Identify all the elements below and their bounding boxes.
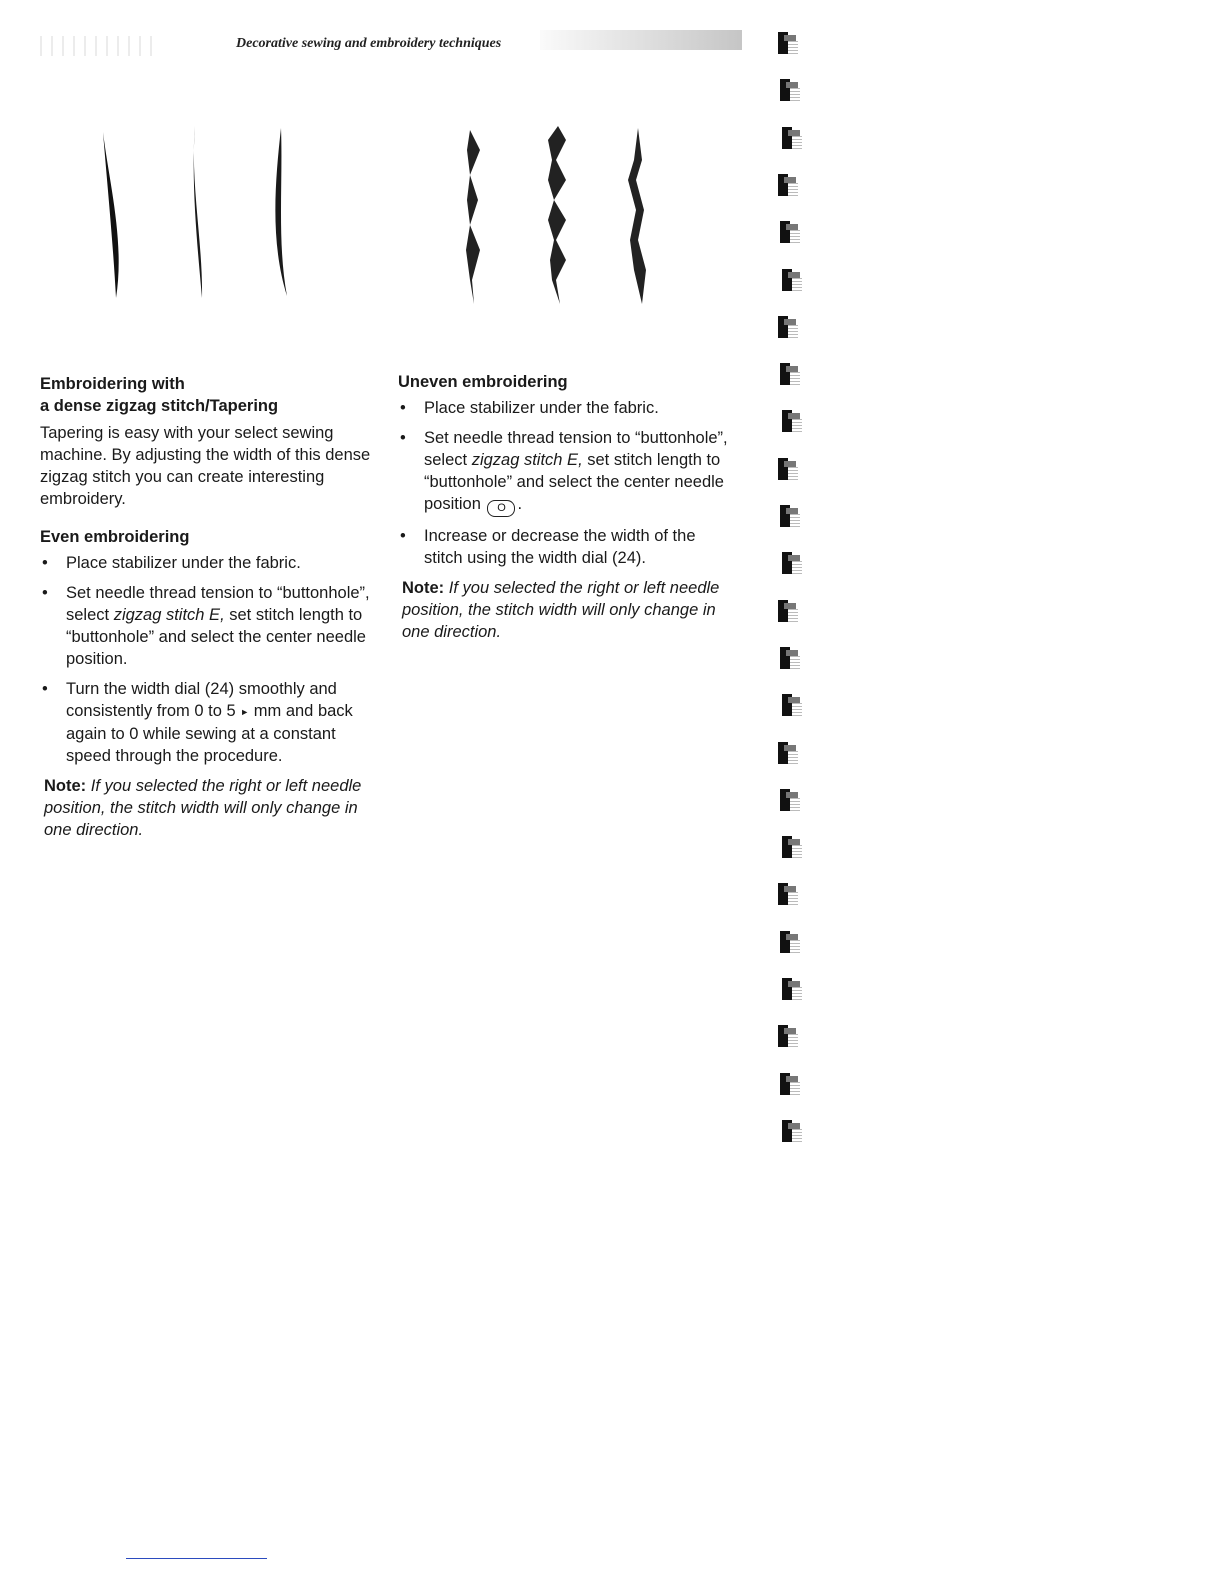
binding-tab bbox=[772, 312, 798, 342]
binding-tab bbox=[776, 265, 802, 295]
binding-tab bbox=[772, 879, 798, 909]
uneven-step-2-text-b: set stitch length to “buttonhole” and select the center needle position bbox=[424, 451, 724, 513]
left-note-label: Note: bbox=[44, 777, 87, 795]
left-heading-line-1: Embroidering with bbox=[40, 375, 185, 393]
center-needle-position-icon: O bbox=[487, 500, 515, 517]
uneven-step-1 bbox=[398, 397, 738, 419]
even-step-3 bbox=[40, 678, 385, 767]
binding-tab bbox=[774, 1069, 800, 1099]
binding-tab bbox=[772, 1021, 798, 1051]
even-step-1 bbox=[40, 552, 385, 574]
tapering-stitch-illustration bbox=[95, 122, 295, 302]
even-step-2-stitch-name: zigzag stitch E, bbox=[113, 606, 225, 624]
binding-tab bbox=[772, 596, 798, 626]
binding-tab bbox=[774, 927, 800, 957]
page-header-title: Decorative sewing and embroidery techniques bbox=[236, 36, 502, 51]
uneven-step-3 bbox=[398, 525, 738, 569]
even-step-3-text-a: Turn the width dial (24) smoothly and consistently from 0 to 5 bbox=[66, 680, 337, 720]
uneven-stitch-1 bbox=[466, 130, 480, 304]
left-note bbox=[40, 775, 385, 841]
left-column bbox=[40, 373, 385, 841]
binding-tab bbox=[772, 170, 798, 200]
uneven-stitch-illustration bbox=[462, 120, 662, 310]
uneven-embroidering-heading: Uneven embroidering bbox=[398, 373, 568, 391]
even-step-2 bbox=[40, 582, 385, 670]
intro-paragraph: Tapering is easy with your select sewing machine. By adjusting the width of this dense zigzag stitch you can create interesting embroidery. bbox=[40, 424, 371, 508]
binding-tab bbox=[776, 690, 802, 720]
binding-tab bbox=[774, 217, 800, 247]
left-heading-line-2: a dense zigzag stitch/Tapering bbox=[40, 397, 279, 415]
binding-tab bbox=[774, 643, 800, 673]
binding-tab bbox=[776, 548, 802, 578]
uneven-stitch-2 bbox=[548, 126, 566, 304]
header-speckle bbox=[40, 36, 160, 56]
uneven-stitch-3 bbox=[628, 128, 646, 304]
uneven-steps-list bbox=[398, 397, 738, 569]
even-embroidering-heading: Even embroidering bbox=[40, 528, 190, 546]
binding-tab bbox=[774, 785, 800, 815]
binding-tab bbox=[776, 1116, 802, 1146]
even-step-2-text-a: Set needle thread tension to “buttonhole”, select bbox=[66, 584, 370, 624]
right-note-label: Note: bbox=[402, 579, 445, 597]
uneven-step-2 bbox=[398, 427, 738, 517]
uneven-step-2-text-a: Set needle thread tension to “buttonhole”, select bbox=[424, 429, 728, 469]
even-step-1-text: Place stabilizer under the fabric. bbox=[66, 554, 301, 572]
right-note bbox=[398, 577, 738, 643]
binding-tab bbox=[776, 123, 802, 153]
right-column bbox=[398, 371, 738, 643]
binding-tab bbox=[776, 832, 802, 862]
tapering-stitch-1 bbox=[103, 132, 119, 298]
left-note-text: If you selected the right or left needle position, the stitch width will only change in one direction. bbox=[44, 777, 362, 839]
tapering-stitch-3 bbox=[275, 128, 287, 296]
binding-tab bbox=[774, 501, 800, 531]
uneven-step-3-text: Increase or decrease the width of the stitch using the width dial (24). bbox=[424, 527, 696, 567]
binding-tab bbox=[776, 406, 802, 436]
binding-tab bbox=[772, 738, 798, 768]
binding-tab bbox=[772, 454, 798, 484]
footer-rule bbox=[126, 1558, 267, 1559]
even-step-2-text-b: set stitch length to “buttonhole” and select the center needle position. bbox=[66, 606, 366, 668]
tapering-stitch-2 bbox=[194, 126, 202, 298]
arrow-icon: ► bbox=[240, 707, 250, 717]
even-step-3-text-b: mm and back again to 0 while sewing at a constant speed through the procedure. bbox=[66, 702, 353, 765]
right-note-text: If you selected the right or left needle position, the stitch width will only change in one direction. bbox=[402, 579, 720, 641]
even-steps-list bbox=[40, 552, 385, 767]
uneven-step-2-end: . bbox=[517, 495, 523, 513]
binding-tab bbox=[772, 28, 798, 58]
binding-tab bbox=[774, 359, 800, 389]
uneven-step-1-text: Place stabilizer under the fabric. bbox=[424, 399, 659, 417]
uneven-step-2-stitch-name: zigzag stitch E, bbox=[471, 451, 583, 469]
binding-tab bbox=[776, 974, 802, 1004]
spiral-binding-tabs bbox=[772, 28, 812, 1168]
binding-tab bbox=[774, 75, 800, 105]
header-grain-bar bbox=[540, 30, 742, 50]
